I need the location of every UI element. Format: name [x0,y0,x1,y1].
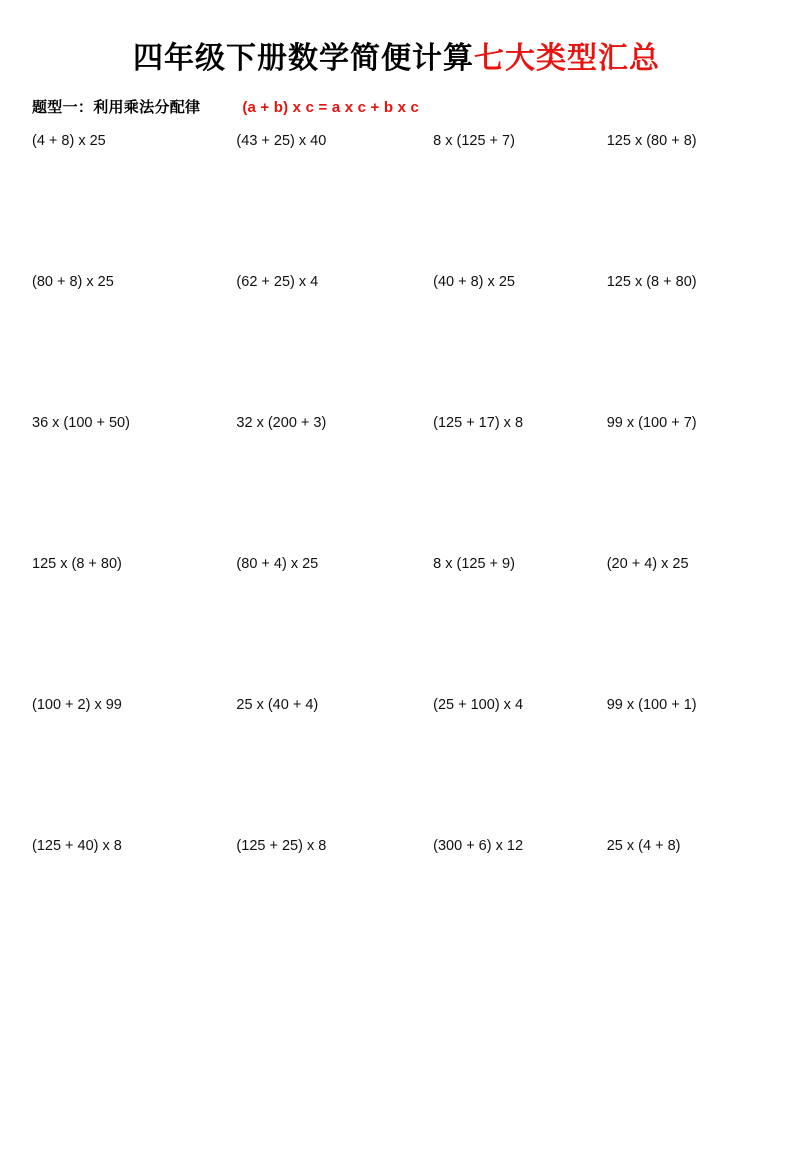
problem-row [32,838,761,979]
problem-row [32,697,761,838]
problem-item: 32 x (200 + 3) [236,414,327,431]
section-formula: (a + b) x c = a x c + b x c [242,98,420,116]
problem-row [32,274,761,415]
section-label: 题型一：利用乘法分配律 [32,98,201,116]
problem-item: 25 x (4 + 8) [606,837,681,854]
page-title-main: 四年级下册数学简便计算 [133,42,474,75]
section-header [32,96,761,117]
page-title [32,40,761,78]
problem-item: 125 x (80 + 8) [606,132,697,149]
problem-row [32,133,761,274]
problem-item: (4 + 8) x 25 [32,132,106,149]
problem-item: 8 x (125 + 9) [433,555,515,572]
problem-item: 36 x (100 + 50) [32,414,130,431]
problem-grid [32,133,761,979]
problem-item: (300 + 6) x 12 [433,837,524,854]
problem-item: (80 + 4) x 25 [236,555,319,572]
problem-item: 8 x (125 + 7) [433,132,515,149]
problem-item: 99 x (100 + 1) [606,696,697,713]
page-title-highlight: 七大类型汇总 [474,42,660,75]
problem-item: 99 x (100 + 7) [606,414,697,431]
problem-item: (125 + 40) x 8 [32,837,122,854]
problem-item: (80 + 8) x 25 [32,273,114,290]
problem-item: (125 + 17) x 8 [433,414,524,431]
problem-item: 125 x (8 + 80) [32,555,122,572]
problem-item: (100 + 2) x 99 [32,696,122,713]
problem-item: (20 + 4) x 25 [606,555,689,572]
problem-row [32,415,761,556]
problem-item: (43 + 25) x 40 [236,132,327,149]
problem-row [32,556,761,697]
problem-item: (40 + 8) x 25 [433,273,515,290]
problem-item: (125 + 25) x 8 [236,837,327,854]
worksheet-page [0,40,793,1162]
problem-item: (62 + 25) x 4 [236,273,319,290]
problem-item: 25 x (40 + 4) [236,696,319,713]
problem-item: (25 + 100) x 4 [433,696,524,713]
problem-item: 125 x (8 + 80) [606,273,697,290]
